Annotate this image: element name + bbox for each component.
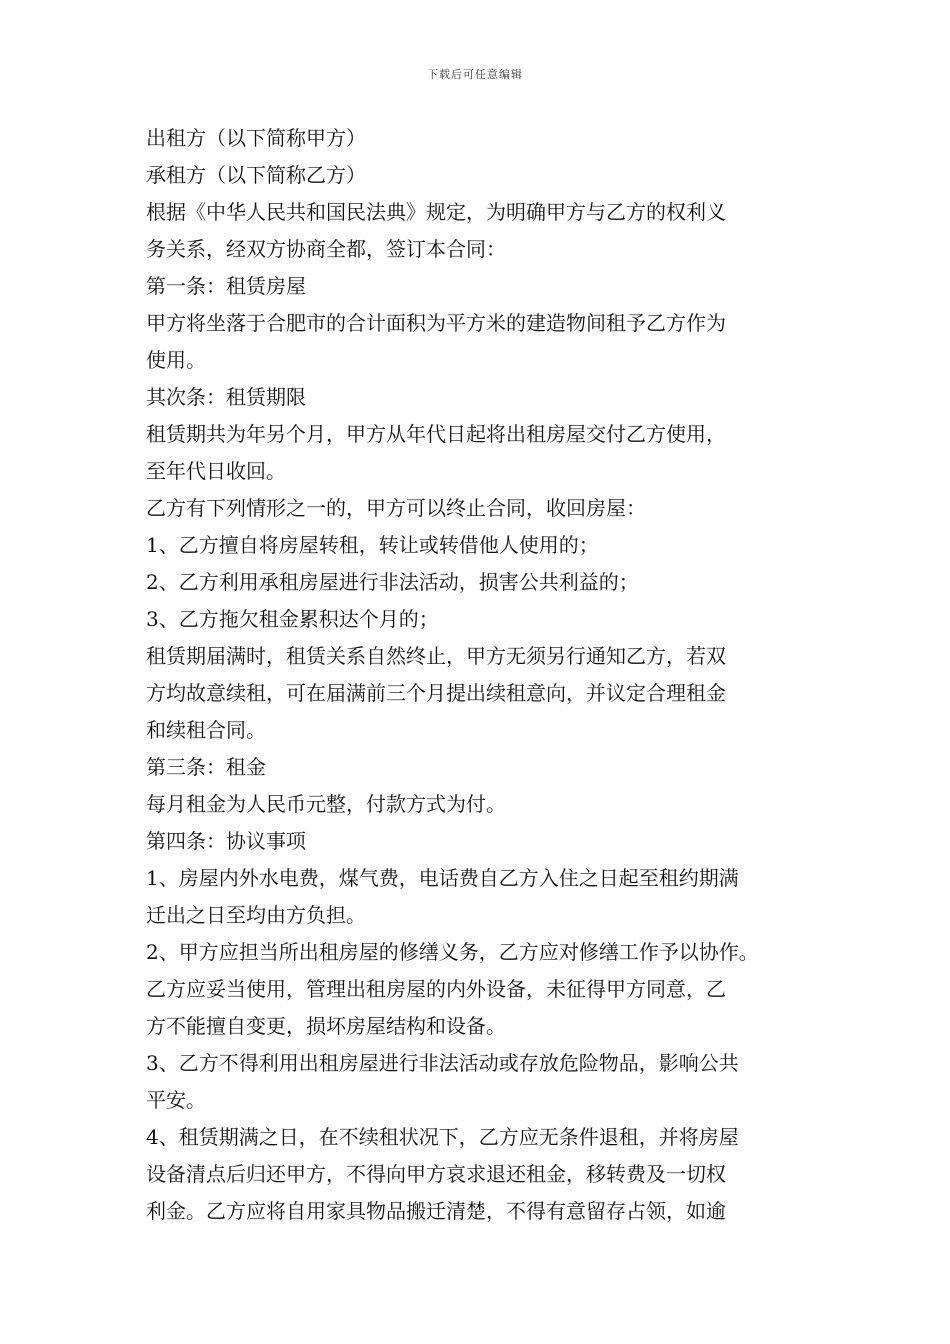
text-line-6: 甲方将坐落于合肥市的合计面积为平方米的建造物间租予乙方作为 xyxy=(146,311,726,335)
text-line-23: 2、甲方应担当所出租房屋的修缮义务，乙方应对修缮工作予以协作。 xyxy=(146,940,759,964)
text-line-22: 迁出之日至均由方负担。 xyxy=(146,903,366,927)
text-line-11: 乙方有下列情形之一的，甲方可以终止合同，收回房屋： xyxy=(146,496,646,520)
text-line-3: 根据《中华人民共和国民法典》规定，为明确甲方与乙方的权利义 xyxy=(146,200,726,224)
text-line-17: 和续租合同。 xyxy=(146,718,266,742)
text-line-10: 至年代日收回。 xyxy=(146,459,286,483)
text-line-12: 1、乙方擅自将房屋转租，转让或转借他人使用的； xyxy=(146,533,599,557)
text-line-7: 使用。 xyxy=(146,348,206,372)
text-line-28: 4、租赁期满之日，在不续租状况下，乙方应无条件退租，并将房屋 xyxy=(146,1125,739,1149)
text-line-27: 平安。 xyxy=(146,1088,206,1112)
text-line-19: 每月租金为人民币元整，付款方式为付。 xyxy=(146,792,506,816)
page-header-note: 下载后可任意编辑 xyxy=(427,68,523,81)
text-line-26: 3、乙方不得利用出租房屋进行非法活动或存放危险物品，影响公共 xyxy=(146,1051,739,1075)
text-line-13: 2、乙方利用承租房屋进行非法活动，损害公共利益的； xyxy=(146,570,639,594)
text-line-2: 承租方（以下简称乙方） xyxy=(146,163,366,187)
text-line-29: 设备清点后归还甲方，不得向甲方哀求退还租金，移转费及一切权 xyxy=(146,1162,726,1186)
text-line-24: 乙方应妥当使用，管理出租房屋的内外设备，未征得甲方同意，乙 xyxy=(146,977,726,1001)
text-line-21: 1、房屋内外水电费，煤气费，电话费自乙方入住之日起至租约期满 xyxy=(146,866,739,890)
text-line-4: 务关系，经双方协商全都，签订本合同： xyxy=(146,237,506,261)
text-line-16: 方均故意续租，可在届满前三个月提出续租意向，并议定合理租金 xyxy=(146,681,726,705)
text-line-15: 租赁期届满时，租赁关系自然终止，甲方无须另行通知乙方，若双 xyxy=(146,644,726,668)
text-line-20: 第四条：协议事项 xyxy=(146,829,306,853)
text-line-9: 租赁期共为年另个月，甲方从年代日起将出租房屋交付乙方使用， xyxy=(146,422,726,446)
document-body xyxy=(146,120,811,1230)
text-line-8: 其次条：租赁期限 xyxy=(146,385,306,409)
text-line-25: 方不能擅自变更，损坏房屋结构和设备。 xyxy=(146,1014,506,1038)
text-line-14: 3、乙方拖欠租金累积达个月的； xyxy=(146,607,439,631)
text-line-30: 利金。乙方应将自用家具物品搬迁清楚，不得有意留存占领，如逾 xyxy=(146,1199,726,1223)
text-line-5: 第一条：租赁房屋 xyxy=(146,274,306,298)
text-line-1: 出租方（以下简称甲方） xyxy=(146,126,366,150)
text-line-18: 第三条：租金 xyxy=(146,755,266,779)
